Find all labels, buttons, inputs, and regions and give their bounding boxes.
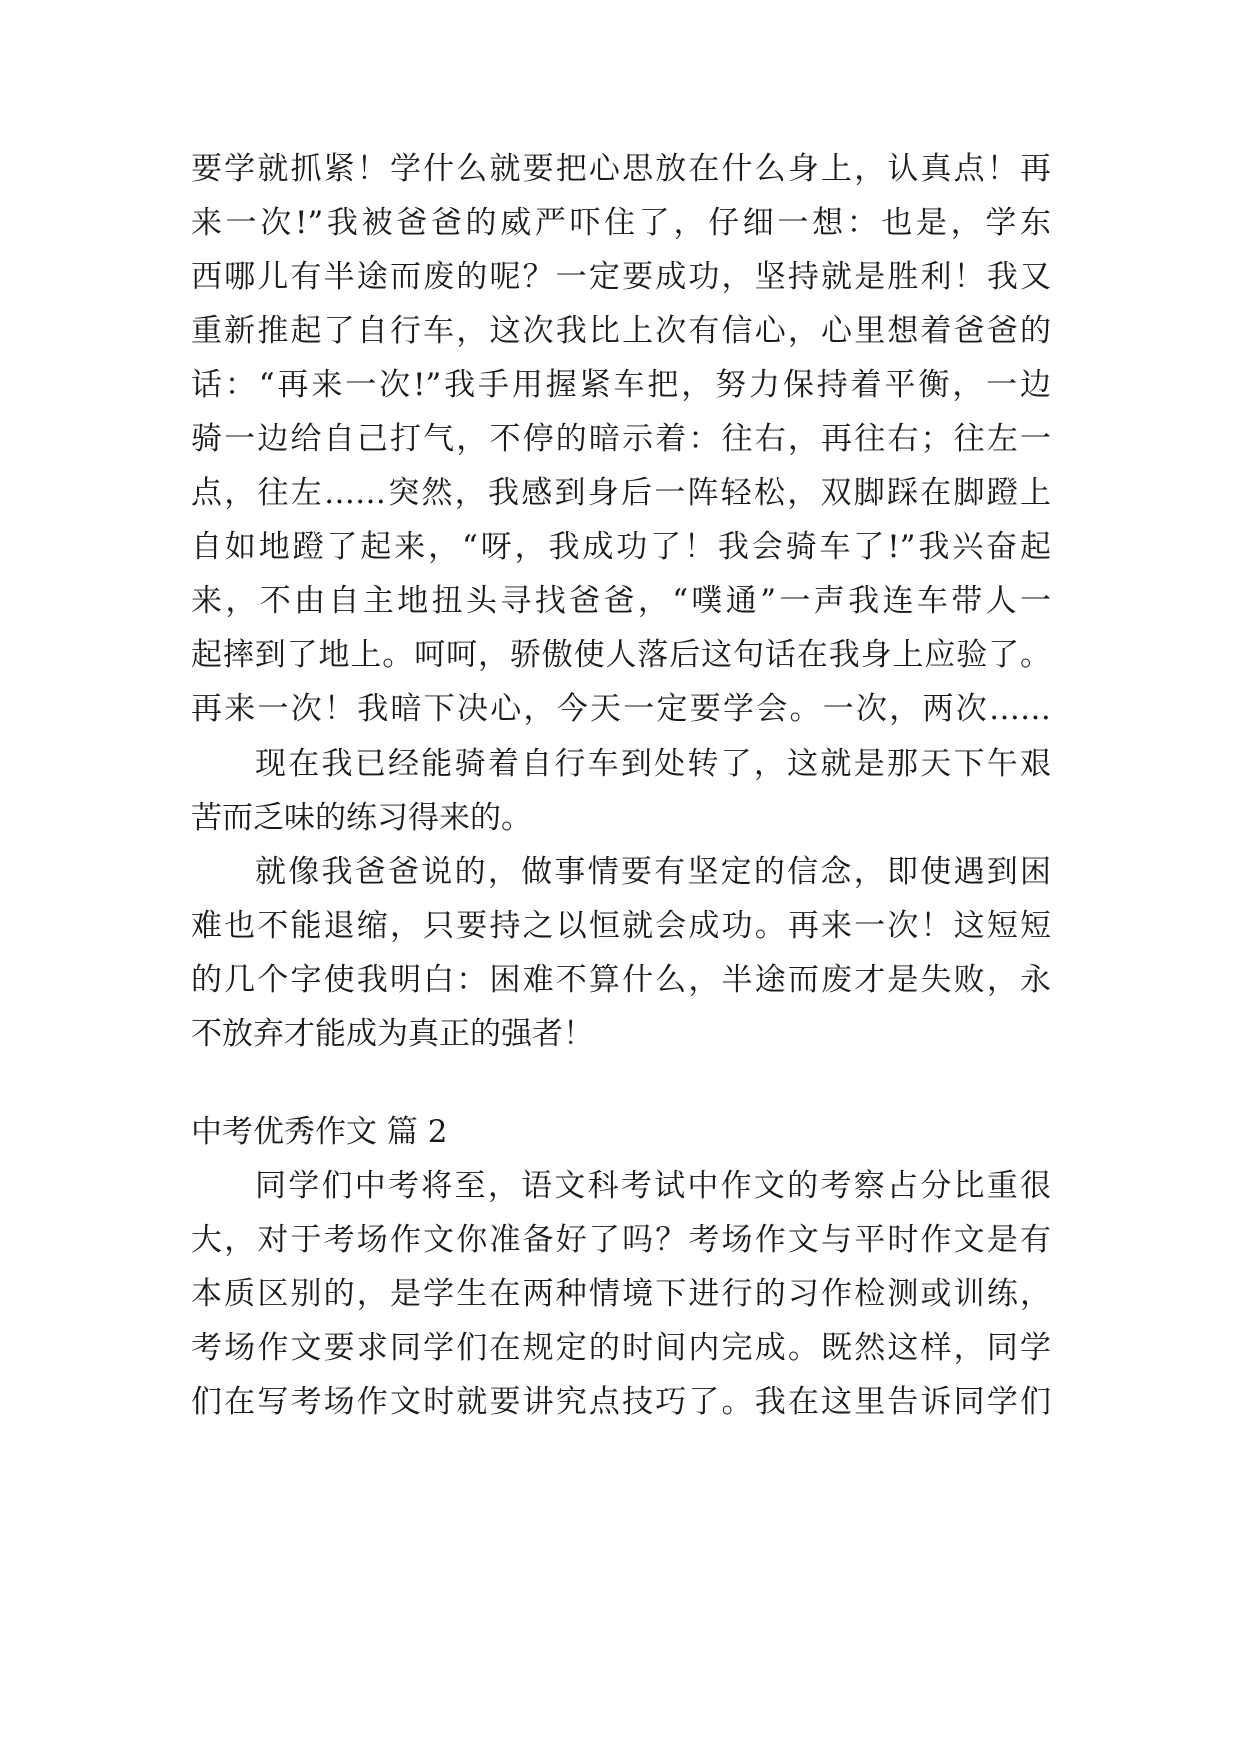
text-line: 就像我爸爸说的，做事情要有坚定的信念，即使遇到困 <box>255 854 1051 890</box>
text-line: 现在我已经能骑着自行车到处转了，这就是那天下午艰 <box>255 746 1051 782</box>
text-line: 来一次!”我被爸爸的威严吓住了，仔细一想：也是，学东 <box>191 205 1051 241</box>
section-heading: 中考优秀作文 篇 2 <box>191 1114 448 1150</box>
text-line: 重新推起了自行车，这次我比上次有信心，心里想着爸爸的 <box>191 313 1051 349</box>
text-line: 再来一次！我暗下决心，今天一定要学会。一次，两次…… <box>191 691 1051 727</box>
text-line: 西哪儿有半途而废的呢？一定要成功，坚持就是胜利！我又 <box>191 259 1051 295</box>
text-line: 点，往左……突然，我感到身后一阵轻松，双脚踩在脚蹬上 <box>191 475 1051 511</box>
text-line: 自如地蹬了起来，“呀，我成功了！我会骑车了!”我兴奋起 <box>191 529 1051 565</box>
text-line: 的几个字使我明白：困难不算什么，半途而废才是失败，永 <box>191 962 1051 998</box>
text-line: 难也不能退缩，只要持之以恒就会成功。再来一次！这短短 <box>191 908 1051 944</box>
text-line: 起摔到了地上。呵呵，骄傲使人落后这句话在我身上应验了。 <box>191 637 1051 673</box>
text-line: 骑一边给自己打气，不停的暗示着：往右，再往右；往左一 <box>191 421 1051 457</box>
text-line: 苦而乏味的练习得来的。 <box>191 800 532 836</box>
text-line: 同学们中考将至，语文科考试中作文的考察占分比重很 <box>255 1168 1051 1204</box>
text-line: 要学就抓紧！学什么就要把心思放在什么身上，认真点！再 <box>191 151 1051 187</box>
text-line: 们在写考场作文时就要讲究点技巧了。我在这里告诉同学们 <box>191 1384 1051 1420</box>
text-line: 本质区别的，是学生在两种情境下进行的习作检测或训练， <box>191 1276 1051 1312</box>
text-line: 考场作文要求同学们在规定的时间内完成。既然这样，同学 <box>191 1330 1051 1366</box>
text-line: 不放弃才能成为真正的强者！ <box>191 1016 594 1052</box>
text-line: 来，不由自主地扭头寻找爸爸，“噗通”一声我连车带人一 <box>191 583 1051 619</box>
text-line: 话：“再来一次!”我手用握紧车把，努力保持着平衡，一边 <box>191 367 1051 403</box>
text-line: 大，对于考场作文你准备好了吗？考场作文与平时作文是有 <box>191 1222 1051 1258</box>
